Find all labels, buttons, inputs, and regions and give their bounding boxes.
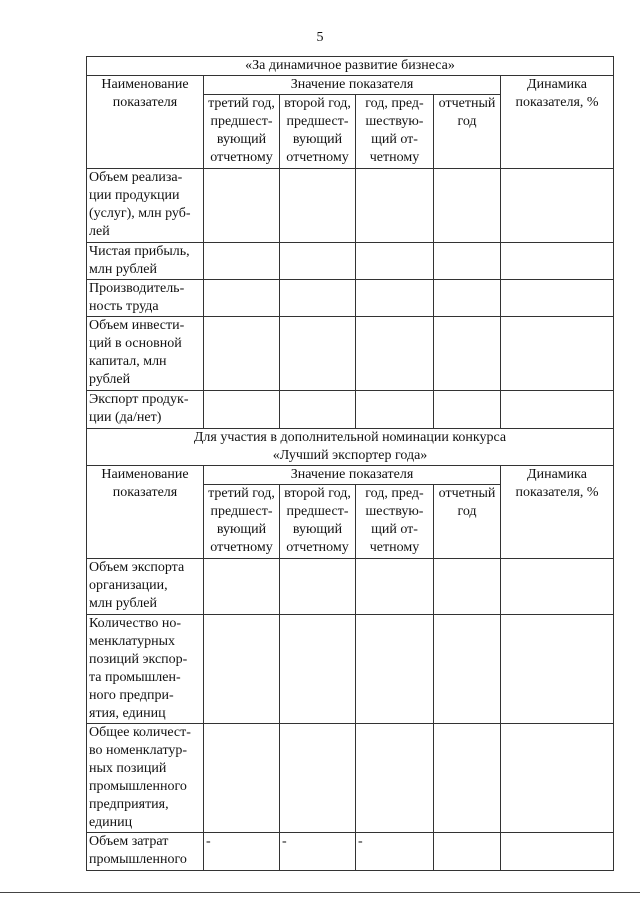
input-cell[interactable] (280, 559, 356, 615)
input-cell[interactable] (501, 317, 614, 391)
input-cell[interactable] (434, 559, 501, 615)
table-row (87, 391, 614, 429)
input-cell[interactable] (356, 280, 434, 317)
indicator-form-table (86, 56, 614, 871)
input-cell[interactable] (280, 391, 356, 429)
input-cell[interactable] (204, 243, 280, 280)
input-cell[interactable] (501, 559, 614, 615)
row-label: Объем экспорта организации, млн рублей (87, 559, 204, 615)
input-cell[interactable] (204, 317, 280, 391)
header-period-previous-year: год, пред- шествую- щий от- четному (356, 95, 434, 169)
header-period-second-year: второй год, предшест- вующий отчетному (280, 95, 356, 169)
input-cell[interactable] (501, 280, 614, 317)
input-cell[interactable] (434, 391, 501, 429)
input-cell[interactable] (280, 280, 356, 317)
input-cell[interactable] (434, 724, 501, 833)
value-cell[interactable]: - (356, 833, 434, 871)
row-label: Количество но- менклатурных позиций экспор- та промышлен- ного предпри- ятия, единиц (87, 615, 204, 724)
input-cell[interactable] (356, 615, 434, 724)
input-cell[interactable] (356, 724, 434, 833)
table-row (87, 559, 614, 615)
header-indicator-value: Значение показателя (204, 466, 501, 485)
input-cell[interactable] (280, 317, 356, 391)
input-cell[interactable] (204, 559, 280, 615)
table-row (87, 724, 614, 833)
header-period-second-year: второй год, предшест- вующий отчетному (280, 485, 356, 559)
row-label: Экспорт продук- ции (да/нет) (87, 391, 204, 429)
page-bottom-divider (0, 892, 640, 893)
header-period-reporting-year: отчетный год (434, 95, 501, 169)
input-cell[interactable] (280, 169, 356, 243)
input-cell[interactable] (204, 615, 280, 724)
header-period-previous-year: год, пред- шествую- щий от- четному (356, 485, 434, 559)
header-dynamics: Динамика показателя, % (501, 466, 614, 559)
input-cell[interactable] (434, 169, 501, 243)
input-cell[interactable] (204, 280, 280, 317)
input-cell[interactable] (356, 243, 434, 280)
input-cell[interactable] (434, 317, 501, 391)
input-cell[interactable] (204, 169, 280, 243)
input-cell[interactable] (356, 559, 434, 615)
table-row (87, 317, 614, 391)
section-title: Для участия в дополнительной номинации конкурса «Лучший экспортер года» (87, 429, 614, 466)
table-row (87, 615, 614, 724)
input-cell[interactable] (501, 833, 614, 871)
header-row (87, 76, 614, 95)
row-label: Объем инвести- ций в основной капитал, млн рублей (87, 317, 204, 391)
header-period-reporting-year: отчетный год (434, 485, 501, 559)
input-cell[interactable] (501, 169, 614, 243)
input-cell[interactable] (501, 391, 614, 429)
page-number: 5 (316, 30, 324, 45)
input-cell[interactable] (280, 615, 356, 724)
value-cell[interactable]: - (280, 833, 356, 871)
input-cell[interactable] (204, 724, 280, 833)
input-cell[interactable] (280, 724, 356, 833)
section-title: «За динамичное развитие бизнеса» (87, 57, 614, 76)
header-period-third-year: третий год, предшест- вующий отчетному (204, 95, 280, 169)
input-cell[interactable] (204, 391, 280, 429)
row-label: Чистая прибыль, млн рублей (87, 243, 204, 280)
header-indicator-name: Наименование показателя (87, 76, 204, 169)
input-cell[interactable] (356, 317, 434, 391)
section-title-row (87, 57, 614, 76)
input-cell[interactable] (434, 243, 501, 280)
input-cell[interactable] (501, 724, 614, 833)
input-cell[interactable] (356, 169, 434, 243)
input-cell[interactable] (356, 391, 434, 429)
input-cell[interactable] (280, 243, 356, 280)
header-period-third-year: третий год, предшест- вующий отчетному (204, 485, 280, 559)
table-row (87, 833, 614, 871)
input-cell[interactable] (434, 280, 501, 317)
input-cell[interactable] (501, 615, 614, 724)
row-label: Общее количест- во номенклатур- ных позиций промышленного предприятия, единиц (87, 724, 204, 833)
row-label: Производитель- ность труда (87, 280, 204, 317)
header-row (87, 466, 614, 485)
value-cell[interactable]: - (204, 833, 280, 871)
input-cell[interactable] (434, 615, 501, 724)
header-dynamics: Динамика показателя, % (501, 76, 614, 169)
table-row (87, 243, 614, 280)
table-row (87, 280, 614, 317)
row-label: Объем затрат промышленного (87, 833, 204, 871)
input-cell[interactable] (434, 833, 501, 871)
row-label: Объем реализа- ции продукции (услуг), млн руб- лей (87, 169, 204, 243)
table-row (87, 169, 614, 243)
header-indicator-name: Наименование показателя (87, 466, 204, 559)
section-title-row (87, 429, 614, 466)
input-cell[interactable] (501, 243, 614, 280)
header-indicator-value: Значение показателя (204, 76, 501, 95)
